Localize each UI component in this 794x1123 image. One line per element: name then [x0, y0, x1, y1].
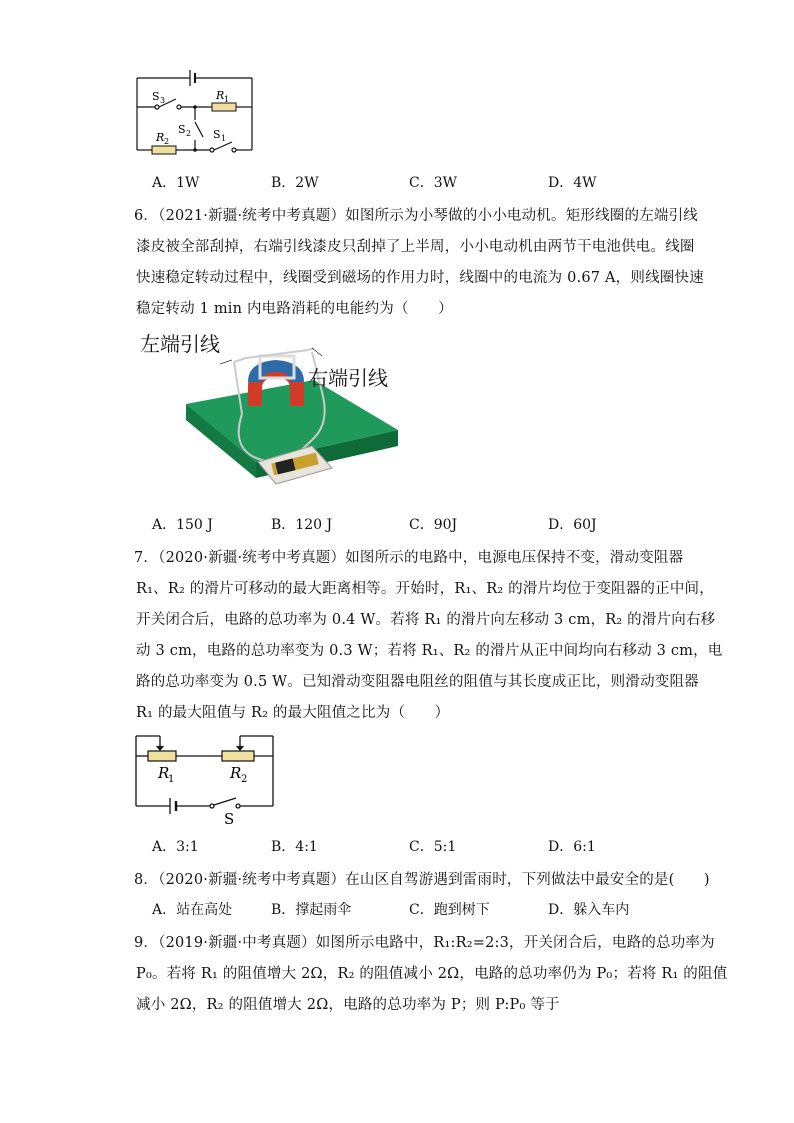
q6-option-c[interactable]: C．90J: [409, 517, 458, 533]
q7-r1-label: R: [158, 764, 170, 782]
q5-option-a[interactable]: A．1W: [152, 175, 200, 191]
q7-line-5: 路的总功率变为 0.5 W。已知滑动变阻器电阻丝的阻值与其长度成正比，则滑动变阻器: [136, 674, 699, 690]
q8-line: 8．（2020·新疆·统考中考真题）在山区自驾游遇到雷雨时，下列做法中最安全的是( ): [134, 872, 710, 888]
q8-option-b[interactable]: B．撑起雨伞: [271, 902, 352, 918]
s2-label: S: [178, 123, 186, 136]
s1-sub: 1: [221, 134, 227, 143]
r1-sub: 1: [224, 95, 230, 104]
q7-line-4: 动 3 cm，电路的总功率变为 0.3 W；若将 R₁、R₂ 的滑片从正中间均向右移动 3 cm，电: [136, 643, 723, 659]
q9-line-2: P₀。若将 R₁ 的阻值增大 2Ω，R₂ 的阻值减小 2Ω，电路的总功率仍为 P₀；若将 R₁ 的阻值: [136, 966, 728, 982]
q5-circuit-diagram: [130, 62, 260, 160]
q6-line-4: 稳定转动 1 min 内电路消耗的电能约为（ ）: [136, 301, 453, 317]
q7-line-2: R₁、R₂ 的滑片可移动的最大距离相等。开始时，R₁、R₂ 的滑片均位于变阻器的正中间，: [136, 581, 714, 597]
q5-option-c[interactable]: C．3W: [409, 175, 458, 191]
q6-line-2: 漆皮被全部刮掉，右端引线漆皮只刮掉了上半周，小小电动机由两节干电池供电。线圈: [136, 239, 695, 255]
q7-option-c[interactable]: C．5:1: [409, 839, 457, 855]
q7-r2-label: R: [230, 764, 242, 782]
left-lead-label: 左端引线: [140, 332, 220, 356]
q8-option-a[interactable]: A．站在高处: [152, 902, 233, 918]
q7-circuit-diagram: [130, 728, 280, 828]
s3-label: S: [152, 90, 160, 103]
q6-option-a[interactable]: A．150 J: [152, 517, 213, 533]
q5-option-d[interactable]: D．4W: [548, 175, 597, 191]
q7-line-6: R₁ 的最大阻值与 R₂ 的最大阻值之比为（ ）: [136, 705, 450, 721]
q7-r1-sub: 1: [168, 774, 175, 785]
q5-option-b[interactable]: B．2W: [271, 175, 319, 191]
q6-option-b[interactable]: B．120 J: [271, 517, 333, 533]
q9-line-1: 9．（2019·新疆·中考真题）如图所示电路中，R₁:R₂=2:3，开关闭合后，电路的总功率为: [134, 935, 715, 951]
q7-option-a[interactable]: A．3:1: [152, 839, 199, 855]
r2-label: R: [156, 131, 165, 144]
r2-sub: 2: [164, 137, 170, 146]
q7-s-label: S: [224, 810, 235, 828]
q9-line-3: 减小 2Ω，R₂ 的阻值增大 2Ω，电路的总功率为 P；则 P:P₀ 等于: [136, 997, 560, 1013]
s3-sub: 3: [160, 96, 166, 105]
q6-line-3: 快速稳定转动过程中，线圈受到磁场的作用力时，线圈中的电流为 0.67 A，则线圈快速: [136, 270, 704, 286]
s2-sub: 2: [186, 129, 192, 138]
q6-option-d[interactable]: D．60J: [548, 517, 597, 533]
s1-label: S: [213, 128, 221, 141]
r1-label: R: [216, 89, 225, 102]
q7-option-d[interactable]: D．6:1: [548, 839, 596, 855]
right-lead-label: 右端引线: [308, 366, 388, 390]
q8-option-d[interactable]: D．躲入车内: [548, 902, 630, 918]
q6-line-1: 6．（2021·新疆·统考中考真题）如图所示为小琴做的小小电动机。矩形线圈的左端引线: [134, 208, 698, 224]
q7-line-1: 7．（2020·新疆·统考中考真题）如图所示的电路中，电源电压保持不变，滑动变阻器: [134, 550, 684, 566]
q7-option-b[interactable]: B．4:1: [271, 839, 318, 855]
q8-option-c[interactable]: C．跑到树下: [409, 902, 490, 918]
q7-line-3: 开关闭合后，电路的总功率为 0.4 W。若将 R₁ 的滑片向左移动 3 cm，R₂ 的滑片向右移: [136, 612, 716, 628]
q7-r2-sub: 2: [241, 774, 248, 785]
